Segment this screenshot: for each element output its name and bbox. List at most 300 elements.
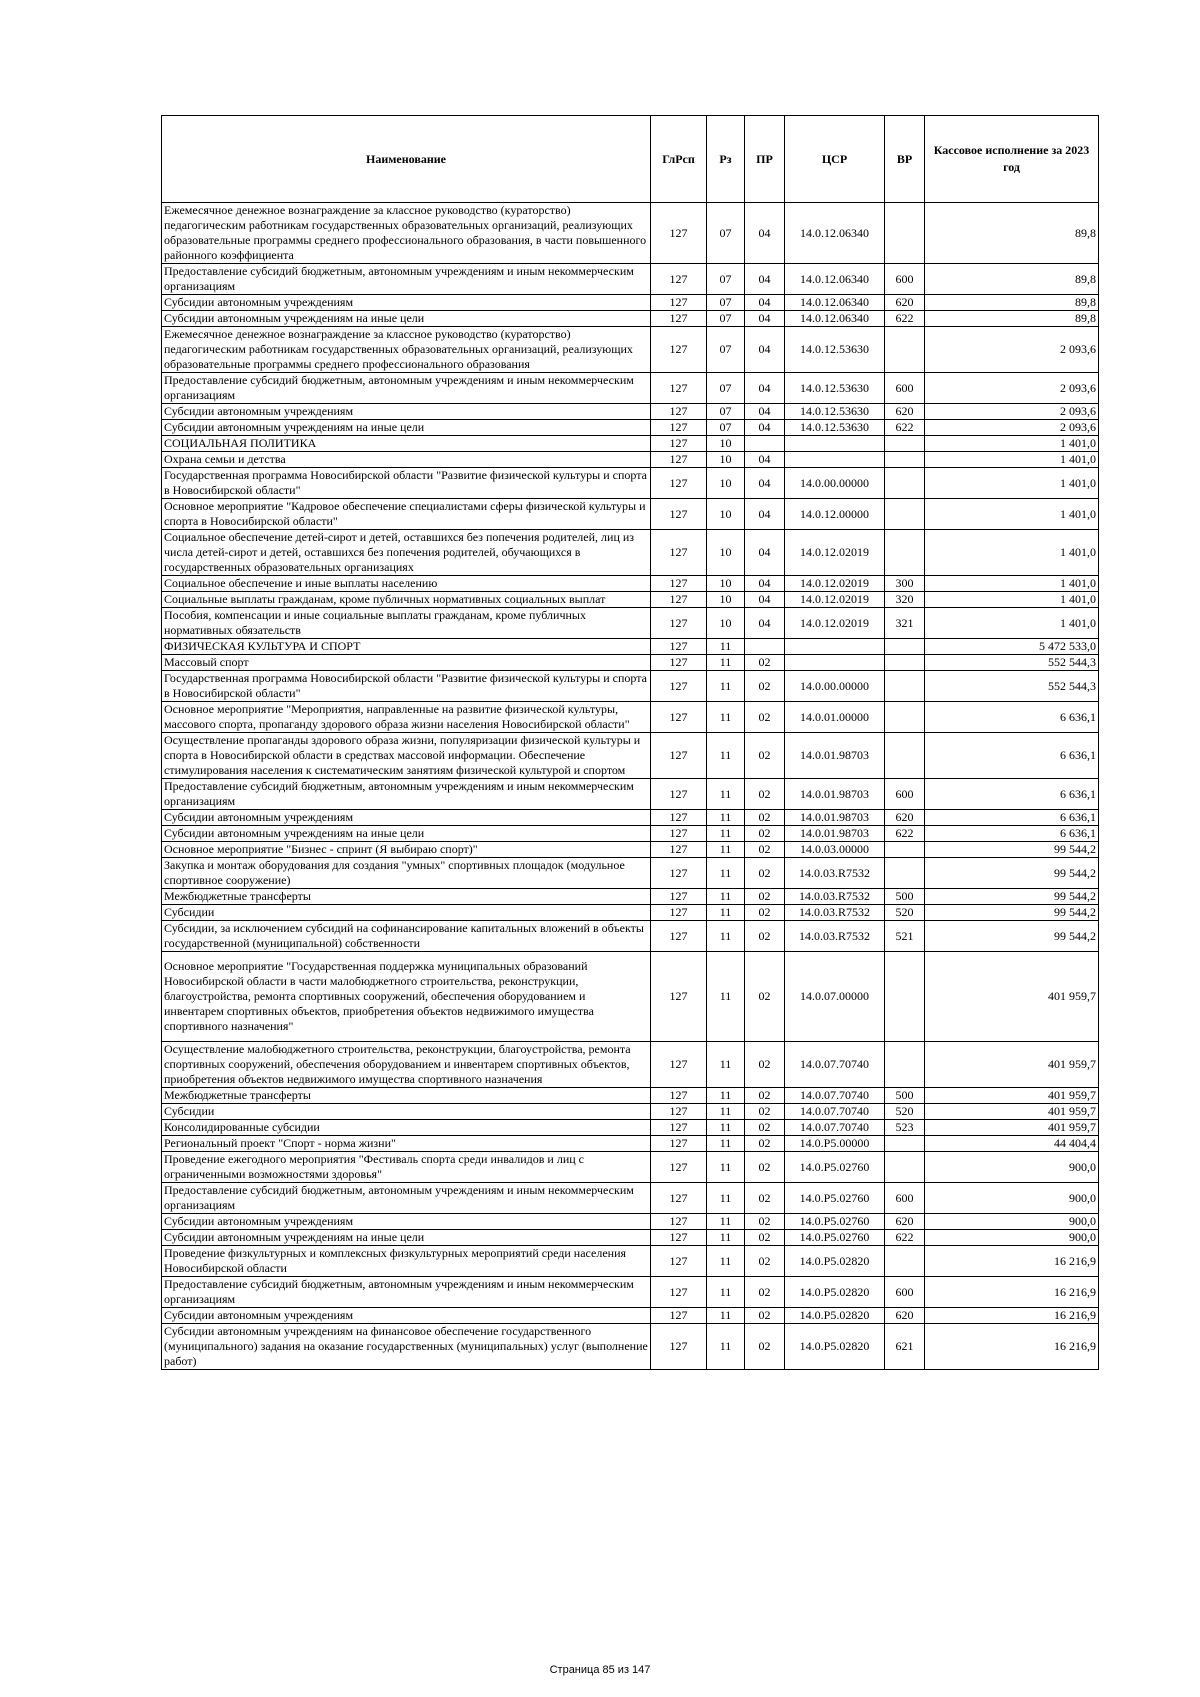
table-row bbox=[162, 576, 1099, 592]
cell-glrsp: 127 bbox=[651, 1230, 707, 1246]
table-row bbox=[162, 436, 1099, 452]
cell-name: Осуществление малобюджетного строительства, реконструкции, благоустройства, ремонта спортивных сооружений, обеспечения оборудованием и инвентарем спортивных объектов, приобретения объектов недвижимого имущества спортивного назначения bbox=[162, 1042, 651, 1088]
cell-glrsp: 127 bbox=[651, 889, 707, 905]
cell-csr: 14.0.03.R7532 bbox=[785, 905, 885, 921]
cell-name: Основное мероприятие "Бизнес - спринт (Я выбираю спорт)" bbox=[162, 842, 651, 858]
header-glrsp: ГлРсп bbox=[651, 116, 707, 203]
table-row bbox=[162, 420, 1099, 436]
cell-glrsp: 127 bbox=[651, 592, 707, 608]
cell-vr: 523 bbox=[885, 1120, 925, 1136]
cell-vr bbox=[885, 1246, 925, 1277]
cell-vr: 622 bbox=[885, 420, 925, 436]
table-row bbox=[162, 1120, 1099, 1136]
cell-name: Консолидированные субсидии bbox=[162, 1120, 651, 1136]
cell-rz: 11 bbox=[707, 1246, 745, 1277]
cell-vr bbox=[885, 530, 925, 576]
cell-vr bbox=[885, 499, 925, 530]
cell-glrsp: 127 bbox=[651, 576, 707, 592]
cell-name: Субсидии, за исключением субсидий на софинансирование капитальных вложений в объекты государственной (муниципальной) собственности bbox=[162, 921, 651, 952]
cell-rz: 11 bbox=[707, 921, 745, 952]
cell-csr: 14.0.P5.02820 bbox=[785, 1308, 885, 1324]
cell-name: Субсидии автономным учреждениям bbox=[162, 810, 651, 826]
cell-rz: 10 bbox=[707, 576, 745, 592]
cell-pr: 04 bbox=[745, 499, 785, 530]
cell-csr bbox=[785, 655, 885, 671]
cell-rz: 07 bbox=[707, 295, 745, 311]
table-row bbox=[162, 858, 1099, 889]
cell-glrsp: 127 bbox=[651, 1042, 707, 1088]
cell-csr: 14.0.12.06340 bbox=[785, 311, 885, 327]
cell-amount: 99 544,2 bbox=[925, 858, 1099, 889]
table-row bbox=[162, 639, 1099, 655]
cell-name: Предоставление субсидий бюджетным, автономным учреждениям и иным некоммерческим организациям bbox=[162, 1183, 651, 1214]
cell-rz: 11 bbox=[707, 889, 745, 905]
cell-pr: 04 bbox=[745, 327, 785, 373]
cell-name: Региональный проект "Спорт - норма жизни" bbox=[162, 1136, 651, 1152]
cell-pr: 04 bbox=[745, 530, 785, 576]
cell-pr: 02 bbox=[745, 1120, 785, 1136]
cell-rz: 11 bbox=[707, 1183, 745, 1214]
table-row bbox=[162, 404, 1099, 420]
table-row bbox=[162, 889, 1099, 905]
cell-rz: 11 bbox=[707, 1136, 745, 1152]
cell-vr bbox=[885, 1152, 925, 1183]
cell-name: СОЦИАЛЬНАЯ ПОЛИТИКА bbox=[162, 436, 651, 452]
cell-amount: 552 544,3 bbox=[925, 655, 1099, 671]
cell-amount: 1 401,0 bbox=[925, 592, 1099, 608]
cell-vr bbox=[885, 858, 925, 889]
cell-pr: 04 bbox=[745, 468, 785, 499]
cell-pr: 04 bbox=[745, 264, 785, 295]
cell-rz: 11 bbox=[707, 1104, 745, 1120]
cell-pr: 04 bbox=[745, 592, 785, 608]
cell-name: Осуществление пропаганды здорового образа жизни, популяризации физической культуры и спорта в Новосибирской области в средствах массовой информации. Обеспечение стимулирования населения к систематическим занятиям физической культурой и спортом bbox=[162, 733, 651, 779]
cell-vr bbox=[885, 639, 925, 655]
cell-rz: 07 bbox=[707, 311, 745, 327]
cell-vr bbox=[885, 468, 925, 499]
cell-vr: 520 bbox=[885, 905, 925, 921]
cell-amount: 16 216,9 bbox=[925, 1246, 1099, 1277]
page-number: Страница 85 из 147 bbox=[549, 1664, 651, 1676]
cell-vr: 500 bbox=[885, 889, 925, 905]
cell-rz: 10 bbox=[707, 436, 745, 452]
cell-csr: 14.0.12.02019 bbox=[785, 576, 885, 592]
cell-pr bbox=[745, 639, 785, 655]
cell-pr: 02 bbox=[745, 889, 785, 905]
cell-csr: 14.0.12.53630 bbox=[785, 327, 885, 373]
cell-glrsp: 127 bbox=[651, 671, 707, 702]
cell-name: Пособия, компенсации и иные социальные выплаты гражданам, кроме публичных нормативных обязательств bbox=[162, 608, 651, 639]
cell-vr bbox=[885, 452, 925, 468]
cell-glrsp: 127 bbox=[651, 499, 707, 530]
cell-pr: 02 bbox=[745, 1214, 785, 1230]
cell-rz: 11 bbox=[707, 702, 745, 733]
cell-vr bbox=[885, 702, 925, 733]
cell-glrsp: 127 bbox=[651, 952, 707, 1042]
cell-rz: 10 bbox=[707, 452, 745, 468]
cell-pr: 02 bbox=[745, 1042, 785, 1088]
header-csr: ЦСР bbox=[785, 116, 885, 203]
cell-name: Межбюджетные трансферты bbox=[162, 1088, 651, 1104]
cell-amount: 6 636,1 bbox=[925, 826, 1099, 842]
cell-pr: 02 bbox=[745, 858, 785, 889]
cell-csr: 14.0.01.98703 bbox=[785, 779, 885, 810]
cell-amount: 1 401,0 bbox=[925, 436, 1099, 452]
table-row bbox=[162, 1308, 1099, 1324]
table-row bbox=[162, 592, 1099, 608]
cell-rz: 11 bbox=[707, 905, 745, 921]
table-row bbox=[162, 905, 1099, 921]
cell-rz: 11 bbox=[707, 842, 745, 858]
cell-rz: 11 bbox=[707, 779, 745, 810]
cell-amount: 6 636,1 bbox=[925, 810, 1099, 826]
cell-glrsp: 127 bbox=[651, 1104, 707, 1120]
cell-csr: 14.0.12.02019 bbox=[785, 530, 885, 576]
cell-pr: 04 bbox=[745, 420, 785, 436]
table-row bbox=[162, 452, 1099, 468]
cell-amount: 1 401,0 bbox=[925, 452, 1099, 468]
cell-glrsp: 127 bbox=[651, 810, 707, 826]
cell-name: Ежемесячное денежное вознаграждение за классное руководство (кураторство) педагогическим работникам государственных образовательных организаций, реализующих образовательные программы среднего профессионального образования, в части повышенного районного коэффициента bbox=[162, 203, 651, 264]
cell-vr bbox=[885, 203, 925, 264]
cell-pr bbox=[745, 436, 785, 452]
table-row bbox=[162, 779, 1099, 810]
cell-name: Массовый спорт bbox=[162, 655, 651, 671]
cell-csr: 14.0.P5.02760 bbox=[785, 1152, 885, 1183]
table-row bbox=[162, 1136, 1099, 1152]
cell-csr: 14.0.P5.02760 bbox=[785, 1214, 885, 1230]
cell-glrsp: 127 bbox=[651, 702, 707, 733]
cell-pr: 04 bbox=[745, 311, 785, 327]
cell-pr: 02 bbox=[745, 1324, 785, 1370]
cell-csr: 14.0.07.70740 bbox=[785, 1042, 885, 1088]
table-row bbox=[162, 1152, 1099, 1183]
cell-csr: 14.0.00.00000 bbox=[785, 671, 885, 702]
cell-vr: 621 bbox=[885, 1324, 925, 1370]
cell-csr: 14.0.12.06340 bbox=[785, 203, 885, 264]
cell-vr: 600 bbox=[885, 1183, 925, 1214]
table-row bbox=[162, 264, 1099, 295]
header-name: Наименование bbox=[162, 116, 651, 203]
table-row bbox=[162, 295, 1099, 311]
cell-csr: 14.0.P5.02820 bbox=[785, 1246, 885, 1277]
cell-glrsp: 127 bbox=[651, 639, 707, 655]
cell-amount: 2 093,6 bbox=[925, 327, 1099, 373]
cell-rz: 07 bbox=[707, 404, 745, 420]
cell-name: Предоставление субсидий бюджетным, автономным учреждениям и иным некоммерческим организациям bbox=[162, 264, 651, 295]
cell-csr: 14.0.12.02019 bbox=[785, 608, 885, 639]
cell-pr: 04 bbox=[745, 452, 785, 468]
cell-pr: 02 bbox=[745, 671, 785, 702]
cell-name: Субсидии автономным учреждениям bbox=[162, 404, 651, 420]
cell-pr: 02 bbox=[745, 810, 785, 826]
cell-amount: 1 401,0 bbox=[925, 608, 1099, 639]
cell-amount: 99 544,2 bbox=[925, 921, 1099, 952]
budget-table bbox=[161, 115, 1099, 1370]
cell-amount: 44 404,4 bbox=[925, 1136, 1099, 1152]
table-row bbox=[162, 468, 1099, 499]
cell-rz: 10 bbox=[707, 592, 745, 608]
table-row bbox=[162, 1088, 1099, 1104]
cell-csr: 14.0.12.06340 bbox=[785, 295, 885, 311]
cell-amount: 16 216,9 bbox=[925, 1308, 1099, 1324]
cell-glrsp: 127 bbox=[651, 1136, 707, 1152]
cell-vr: 500 bbox=[885, 1088, 925, 1104]
cell-glrsp: 127 bbox=[651, 826, 707, 842]
table-row bbox=[162, 1183, 1099, 1214]
cell-rz: 11 bbox=[707, 1324, 745, 1370]
cell-amount: 99 544,2 bbox=[925, 905, 1099, 921]
cell-rz: 11 bbox=[707, 655, 745, 671]
cell-glrsp: 127 bbox=[651, 1308, 707, 1324]
cell-pr: 04 bbox=[745, 404, 785, 420]
cell-rz: 11 bbox=[707, 733, 745, 779]
cell-pr: 02 bbox=[745, 1136, 785, 1152]
header-rz: Рз bbox=[707, 116, 745, 203]
header-amount: Кассовое исполнение за 2023 год bbox=[925, 116, 1099, 203]
table-row bbox=[162, 921, 1099, 952]
cell-amount: 89,8 bbox=[925, 311, 1099, 327]
cell-rz: 11 bbox=[707, 1088, 745, 1104]
cell-rz: 11 bbox=[707, 1214, 745, 1230]
cell-pr: 02 bbox=[745, 702, 785, 733]
table-row bbox=[162, 1104, 1099, 1120]
cell-csr: 14.0.12.06340 bbox=[785, 264, 885, 295]
cell-amount: 1 401,0 bbox=[925, 530, 1099, 576]
cell-glrsp: 127 bbox=[651, 655, 707, 671]
cell-amount: 900,0 bbox=[925, 1214, 1099, 1230]
cell-name: Основное мероприятие "Мероприятия, направленные на развитие физической культуры, массового спорта, пропаганду здорового образа жизни населения Новосибирской области" bbox=[162, 702, 651, 733]
cell-vr bbox=[885, 671, 925, 702]
cell-glrsp: 127 bbox=[651, 1120, 707, 1136]
cell-pr: 04 bbox=[745, 373, 785, 404]
cell-rz: 11 bbox=[707, 1152, 745, 1183]
cell-vr: 622 bbox=[885, 1230, 925, 1246]
table-row bbox=[162, 1324, 1099, 1370]
cell-vr: 521 bbox=[885, 921, 925, 952]
cell-vr: 620 bbox=[885, 295, 925, 311]
cell-name: Охрана семьи и детства bbox=[162, 452, 651, 468]
cell-vr bbox=[885, 842, 925, 858]
cell-rz: 11 bbox=[707, 671, 745, 702]
cell-name: Проведение ежегодного мероприятия "Фестиваль спорта среди инвалидов и лиц с ограниченными возможностями здоровья" bbox=[162, 1152, 651, 1183]
cell-name: Субсидии автономным учреждениям на иные цели bbox=[162, 826, 651, 842]
cell-rz: 07 bbox=[707, 203, 745, 264]
cell-glrsp: 127 bbox=[651, 1214, 707, 1230]
cell-glrsp: 127 bbox=[651, 468, 707, 499]
cell-csr: 14.0.07.70740 bbox=[785, 1104, 885, 1120]
cell-vr: 321 bbox=[885, 608, 925, 639]
cell-rz: 07 bbox=[707, 327, 745, 373]
cell-csr bbox=[785, 436, 885, 452]
cell-vr: 520 bbox=[885, 1104, 925, 1120]
cell-csr: 14.0.03.R7532 bbox=[785, 858, 885, 889]
table-row bbox=[162, 311, 1099, 327]
cell-csr: 14.0.P5.00000 bbox=[785, 1136, 885, 1152]
cell-csr: 14.0.01.98703 bbox=[785, 826, 885, 842]
cell-vr: 620 bbox=[885, 1308, 925, 1324]
cell-name: Основное мероприятие "Кадровое обеспечение специалистами сферы физической культуры и спорта в Новосибирской области" bbox=[162, 499, 651, 530]
cell-pr: 02 bbox=[745, 952, 785, 1042]
cell-pr: 02 bbox=[745, 842, 785, 858]
cell-pr: 02 bbox=[745, 1183, 785, 1214]
cell-amount: 401 959,7 bbox=[925, 1088, 1099, 1104]
cell-glrsp: 127 bbox=[651, 436, 707, 452]
cell-csr: 14.0.P5.02760 bbox=[785, 1183, 885, 1214]
cell-name: Социальное обеспечение и иные выплаты населению bbox=[162, 576, 651, 592]
cell-csr bbox=[785, 452, 885, 468]
cell-amount: 1 401,0 bbox=[925, 499, 1099, 530]
cell-name: Закупка и монтаж оборудования для создания "умных" спортивных площадок (модульное спортивное сооружение) bbox=[162, 858, 651, 889]
cell-pr: 02 bbox=[745, 1246, 785, 1277]
cell-glrsp: 127 bbox=[651, 733, 707, 779]
table-row bbox=[162, 1277, 1099, 1308]
cell-name: Государственная программа Новосибирской области "Развитие физической культуры и спорта в Новосибирской области" bbox=[162, 468, 651, 499]
table-header-row bbox=[162, 116, 1099, 203]
cell-vr: 320 bbox=[885, 592, 925, 608]
table-row bbox=[162, 733, 1099, 779]
cell-glrsp: 127 bbox=[651, 311, 707, 327]
cell-vr bbox=[885, 655, 925, 671]
cell-glrsp: 127 bbox=[651, 779, 707, 810]
cell-glrsp: 127 bbox=[651, 905, 707, 921]
cell-csr: 14.0.03.R7532 bbox=[785, 921, 885, 952]
cell-name: Предоставление субсидий бюджетным, автономным учреждениям и иным некоммерческим организациям bbox=[162, 373, 651, 404]
cell-vr bbox=[885, 327, 925, 373]
cell-csr: 14.0.12.53630 bbox=[785, 373, 885, 404]
cell-amount: 900,0 bbox=[925, 1230, 1099, 1246]
cell-csr: 14.0.P5.02820 bbox=[785, 1277, 885, 1308]
table-row bbox=[162, 810, 1099, 826]
cell-name: Предоставление субсидий бюджетным, автономным учреждениям и иным некоммерческим организациям bbox=[162, 1277, 651, 1308]
cell-rz: 11 bbox=[707, 1308, 745, 1324]
cell-amount: 6 636,1 bbox=[925, 702, 1099, 733]
cell-rz: 10 bbox=[707, 468, 745, 499]
cell-amount: 89,8 bbox=[925, 264, 1099, 295]
table-row bbox=[162, 702, 1099, 733]
cell-amount: 552 544,3 bbox=[925, 671, 1099, 702]
cell-csr: 14.0.12.00000 bbox=[785, 499, 885, 530]
cell-amount: 6 636,1 bbox=[925, 733, 1099, 779]
header-pr: ПР bbox=[745, 116, 785, 203]
cell-rz: 11 bbox=[707, 1230, 745, 1246]
cell-amount: 401 959,7 bbox=[925, 1120, 1099, 1136]
table-row bbox=[162, 1042, 1099, 1088]
cell-pr: 02 bbox=[745, 1152, 785, 1183]
cell-amount: 89,8 bbox=[925, 295, 1099, 311]
cell-glrsp: 127 bbox=[651, 1324, 707, 1370]
cell-csr: 14.0.12.53630 bbox=[785, 404, 885, 420]
cell-pr: 02 bbox=[745, 1088, 785, 1104]
cell-glrsp: 127 bbox=[651, 921, 707, 952]
cell-vr bbox=[885, 952, 925, 1042]
cell-csr: 14.0.P5.02820 bbox=[785, 1324, 885, 1370]
table-body bbox=[162, 203, 1099, 1370]
cell-amount: 900,0 bbox=[925, 1152, 1099, 1183]
cell-pr: 02 bbox=[745, 826, 785, 842]
table-row bbox=[162, 327, 1099, 373]
cell-amount: 900,0 bbox=[925, 1183, 1099, 1214]
cell-pr: 02 bbox=[745, 1277, 785, 1308]
cell-amount: 99 544,2 bbox=[925, 842, 1099, 858]
cell-glrsp: 127 bbox=[651, 1277, 707, 1308]
cell-name: Субсидии автономным учреждениям на финансовое обеспечение государственного (муниципального) задания на оказание государственных (муниципальных) услуг (выполнение работ) bbox=[162, 1324, 651, 1370]
cell-rz: 11 bbox=[707, 1042, 745, 1088]
cell-amount: 16 216,9 bbox=[925, 1324, 1099, 1370]
table-row bbox=[162, 373, 1099, 404]
cell-rz: 07 bbox=[707, 264, 745, 295]
cell-amount: 2 093,6 bbox=[925, 404, 1099, 420]
cell-name: Субсидии bbox=[162, 905, 651, 921]
table-row bbox=[162, 608, 1099, 639]
table-row bbox=[162, 671, 1099, 702]
cell-vr bbox=[885, 436, 925, 452]
cell-pr: 02 bbox=[745, 905, 785, 921]
table-row bbox=[162, 499, 1099, 530]
cell-glrsp: 127 bbox=[651, 295, 707, 311]
cell-name: Ежемесячное денежное вознаграждение за классное руководство (кураторство) педагогическим работникам государственных образовательных организаций, реализующих образовательные программы среднего профессионального образования bbox=[162, 327, 651, 373]
cell-amount: 6 636,1 bbox=[925, 779, 1099, 810]
cell-pr: 04 bbox=[745, 203, 785, 264]
cell-name: Предоставление субсидий бюджетным, автономным учреждениям и иным некоммерческим организациям bbox=[162, 779, 651, 810]
cell-rz: 11 bbox=[707, 858, 745, 889]
cell-csr bbox=[785, 639, 885, 655]
cell-csr: 14.0.01.98703 bbox=[785, 810, 885, 826]
cell-name: Социальное обеспечение детей-сирот и детей, оставшихся без попечения родителей, лиц из числа детей-сирот и детей, оставшихся без попечения родителей, обучающихся в государственных образовательных организациях bbox=[162, 530, 651, 576]
cell-glrsp: 127 bbox=[651, 858, 707, 889]
cell-glrsp: 127 bbox=[651, 1246, 707, 1277]
table-row bbox=[162, 1214, 1099, 1230]
cell-glrsp: 127 bbox=[651, 842, 707, 858]
cell-glrsp: 127 bbox=[651, 1088, 707, 1104]
cell-vr: 600 bbox=[885, 264, 925, 295]
table-row bbox=[162, 655, 1099, 671]
cell-amount: 16 216,9 bbox=[925, 1277, 1099, 1308]
cell-glrsp: 127 bbox=[651, 404, 707, 420]
cell-csr: 14.0.12.02019 bbox=[785, 592, 885, 608]
cell-csr: 14.0.07.70740 bbox=[785, 1088, 885, 1104]
cell-rz: 11 bbox=[707, 810, 745, 826]
cell-name: ФИЗИЧЕСКАЯ КУЛЬТУРА И СПОРТ bbox=[162, 639, 651, 655]
cell-csr: 14.0.01.98703 bbox=[785, 733, 885, 779]
cell-amount: 401 959,7 bbox=[925, 1104, 1099, 1120]
cell-vr: 622 bbox=[885, 311, 925, 327]
cell-glrsp: 127 bbox=[651, 452, 707, 468]
cell-glrsp: 127 bbox=[651, 264, 707, 295]
table-row bbox=[162, 842, 1099, 858]
cell-vr: 620 bbox=[885, 1214, 925, 1230]
cell-csr: 14.0.03.R7532 bbox=[785, 889, 885, 905]
cell-glrsp: 127 bbox=[651, 1183, 707, 1214]
cell-amount: 1 401,0 bbox=[925, 468, 1099, 499]
table-row bbox=[162, 826, 1099, 842]
cell-rz: 11 bbox=[707, 1277, 745, 1308]
cell-amount: 401 959,7 bbox=[925, 1042, 1099, 1088]
table-row bbox=[162, 1246, 1099, 1277]
cell-pr: 02 bbox=[745, 1104, 785, 1120]
cell-glrsp: 127 bbox=[651, 327, 707, 373]
cell-name: Межбюджетные трансферты bbox=[162, 889, 651, 905]
table-row bbox=[162, 1230, 1099, 1246]
cell-vr: 600 bbox=[885, 1277, 925, 1308]
cell-rz: 10 bbox=[707, 499, 745, 530]
cell-name: Проведение физкультурных и комплексных физкультурных мероприятий среди населения Новосибирской области bbox=[162, 1246, 651, 1277]
cell-rz: 11 bbox=[707, 639, 745, 655]
cell-pr: 04 bbox=[745, 576, 785, 592]
cell-glrsp: 127 bbox=[651, 373, 707, 404]
cell-glrsp: 127 bbox=[651, 608, 707, 639]
cell-rz: 07 bbox=[707, 420, 745, 436]
